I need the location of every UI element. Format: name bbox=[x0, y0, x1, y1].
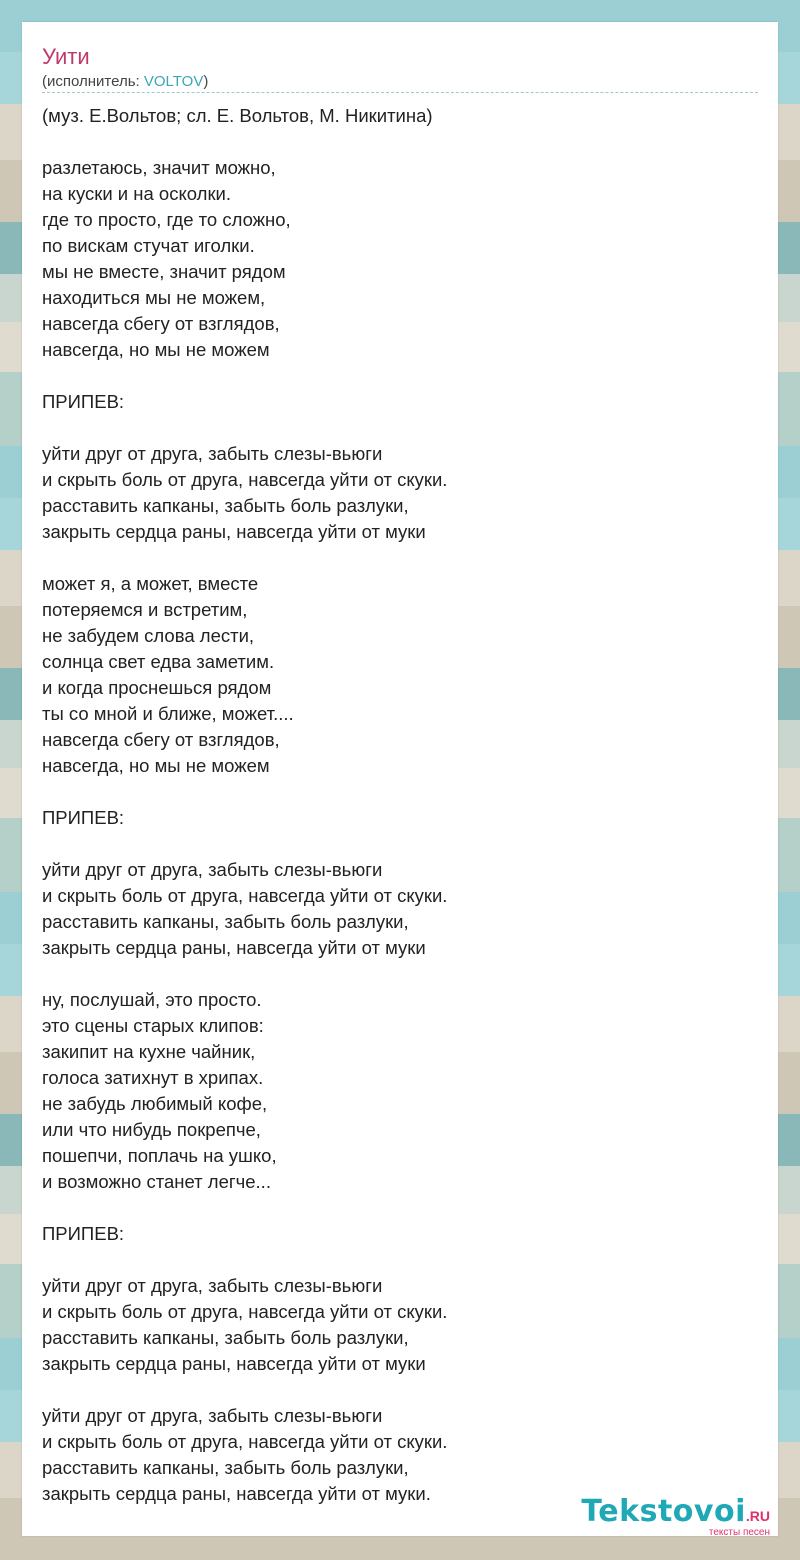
performer-prefix: (исполнитель: bbox=[42, 73, 144, 90]
brand-name: Tekstovoi bbox=[581, 1494, 746, 1529]
lyrics-card bbox=[22, 22, 778, 1536]
lyrics-text: (муз. Е.Вольтов; сл. Е. Вольтов, М. Никитина) разлетаюсь, значит можно, на куски и на осколки. где то просто, где то сложно, по вискам стучат иголки. мы не вместе, значит рядом находиться мы не можем, навсегда сбегу от взглядов, навсегда, но мы не можем ПРИПЕВ: уйти друг от друга, забыть слезы-вьюги и скрыть боль от друга, навсегда уйти от скуки. расставить капканы, забыть боль разлуки, закрыть сердца раны, навсегда уйти от муки может я, а может, вместе потеряемся и встретим, не забудем слова лести, солнца свет едва заметим. и когда проснешься рядом ты со мной и ближе, может.... навсегда сбегу от взглядов, навсегда, но мы не можем ПРИПЕВ: уйти друг от друга, забыть слезы-вьюги и скрыть боль от друга, навсегда уйти от скуки. расставить капканы, забыть боль разлуки, закрыть сердца раны, навсегда уйти от муки ну, послушай, это просто. это сцены старых клипов: закипит на кухне чайник, голоса затихнут в хрипах. не забудь любимый кофе, или что нибудь покрепче, пошепчи, поплачь на ушко, и возможно станет легче... ПРИПЕВ: уйти друг от друга, забыть слезы-вьюги и скрыть боль от друга, навсегда уйти от скуки. расставить капканы, забыть боль разлуки, закрыть сердца раны, навсегда уйти от муки уйти друг от друга, забыть слезы-вьюги и скрыть боль от друга, навсегда уйти от скуки. расставить капканы, забыть боль разлуки, закрыть сердца раны, навсегда уйти от муки. bbox=[42, 105, 448, 1504]
brand-tld: .RU bbox=[745, 1508, 770, 1524]
performer-link[interactable]: VOLTOV bbox=[143, 73, 204, 90]
site-logo[interactable] bbox=[581, 1494, 770, 1529]
brand-tagline: тексты песен bbox=[708, 1527, 770, 1538]
performer-line bbox=[42, 73, 208, 90]
song-title: Уити bbox=[42, 44, 90, 69]
performer-suffix: ) bbox=[203, 73, 209, 90]
title-divider bbox=[42, 92, 758, 93]
